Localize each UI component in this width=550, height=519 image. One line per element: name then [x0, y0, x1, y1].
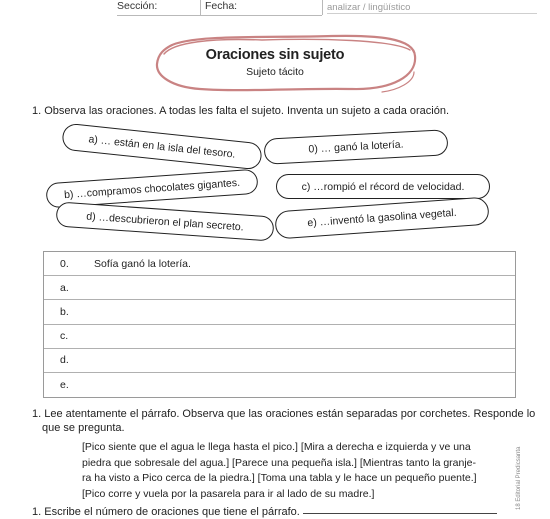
page-subtitle: Sujeto tácito [246, 66, 304, 78]
paragraph-line: [Pico corre y vuela por la pasarela para ir al lado de su madre.] [82, 487, 375, 500]
paragraph-line: piedra que sobresale del agua.] [Parece una pequeña isla.] [Mientras tanto la granje- [82, 456, 477, 469]
row-answer: Sofía ganó la lotería. [94, 257, 191, 270]
row-label: e. [60, 379, 69, 392]
answers-table [43, 251, 516, 398]
sentence-b: b) …compramos chocolates gigantes. [45, 169, 258, 209]
table-row[interactable] [44, 276, 515, 300]
row-label: d. [60, 354, 69, 367]
reading-paragraph [82, 440, 482, 502]
table-row[interactable] [44, 349, 515, 373]
table-row[interactable] [44, 325, 515, 349]
sentence-zero: 0) … ganó la lotería. [263, 129, 448, 165]
skill-text: analizar / lingüístico [327, 2, 411, 13]
row-label: 0. [60, 257, 69, 270]
table-row [44, 252, 515, 276]
date-label: Fecha: [205, 0, 238, 12]
paragraph-line: ra ha visto a Pico cerca de la piedra.] [Toma una tabla y le hace un pequeño puente.] [82, 472, 477, 484]
header-divider [200, 0, 201, 15]
sentence-d: d) …descubrieron el plan secreto. [55, 201, 274, 241]
header-divider [322, 0, 323, 15]
section-label: Sección: [117, 0, 158, 12]
title-banner-outline [152, 32, 418, 96]
header-underline [327, 13, 537, 14]
publisher-credit: 18 Editorial Predicsanta [516, 446, 522, 510]
sentence-e: e) …inventó la gasolina vegetal. [274, 197, 489, 240]
question-1: 1. Escribe el número de oraciones que tiene el párrafo. [32, 506, 300, 518]
answer-line[interactable] [303, 513, 497, 514]
paragraph-line: [Pico siente que el agua le llega hasta el pico.] [Mira a derecha e izquierda y ve una [82, 441, 471, 453]
table-row[interactable] [44, 300, 515, 324]
row-label: c. [60, 330, 69, 343]
table-row[interactable] [44, 373, 515, 397]
sentence-c: c) …rompió el récord de velocidad. [276, 174, 490, 199]
header-underline [117, 15, 322, 16]
row-label: b. [60, 305, 69, 318]
page-title: Oraciones sin sujeto [205, 47, 345, 63]
activity2-instruction: 1. Lee atentamente el párrafo. Observa que las oraciones están separadas por corchetes. Responde lo [32, 408, 536, 420]
row-label: a. [60, 281, 69, 294]
activity1-instruction: 1. Observa las oraciones. A todas les falta el sujeto. Inventa un sujeto a cada oración. [32, 105, 450, 117]
sentence-a: a) … están en la isla del tesoro. [61, 123, 263, 171]
activity2-instruction-cont: que se pregunta. [42, 422, 125, 434]
